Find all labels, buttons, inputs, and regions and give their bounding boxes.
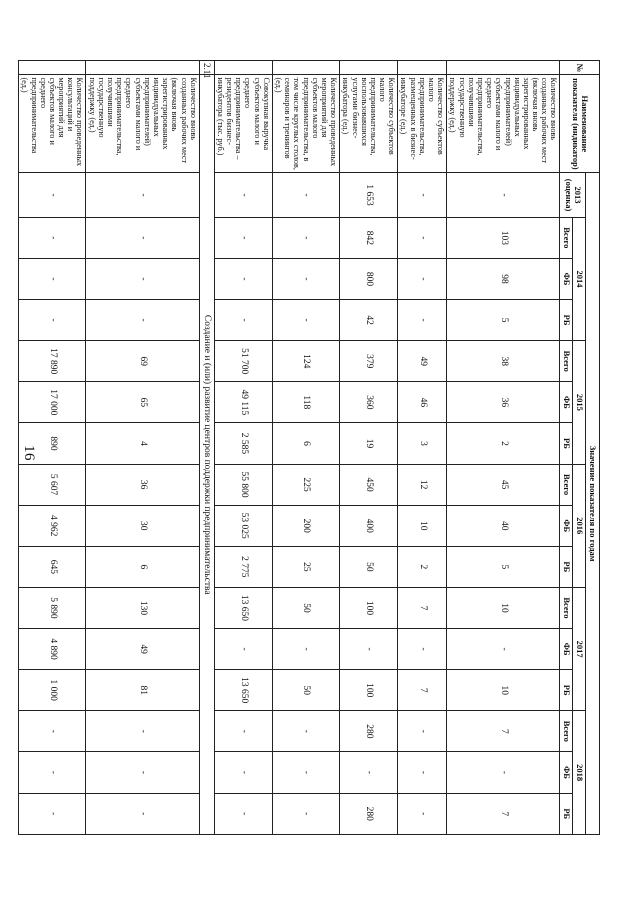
header-row-1 (586, 61, 600, 835)
value-cell: 36 (86, 464, 199, 505)
value-cell: 7 (447, 711, 560, 752)
value-cell: 30 (86, 505, 199, 546)
value-cell: 6 (272, 423, 339, 464)
indicator-name: Количество вновь созданных рабочих мест (включая вновь зарегистрированных индивидуальных предпринимателей) субъектами малого и среднего предпринимательства, получившими государственную поддержку (ед.) (447, 75, 560, 173)
sub-header-rb: РБ (560, 300, 573, 341)
rotated-table-sheet (20, 60, 600, 835)
year-header: 2018 (573, 711, 586, 835)
value-cell: - (398, 258, 447, 299)
value-cell: 36 (447, 382, 560, 423)
sub-header-rb: РБ (560, 793, 573, 834)
value-cell: - (447, 173, 560, 217)
value-cell: - (19, 217, 86, 258)
value-cell: - (398, 752, 447, 793)
value-cell: - (214, 300, 272, 341)
value-cell: 890 (19, 423, 86, 464)
value-cell: 280 (340, 793, 398, 834)
sub-header-fb: ФБ (560, 629, 573, 670)
table-row (272, 61, 339, 835)
value-cell: 50 (272, 670, 339, 711)
value-cell: 51 700 (214, 341, 272, 382)
sub-header-total: Всего (560, 464, 573, 505)
value-cell: 17 000 (19, 382, 86, 423)
value-cell: 65 (86, 382, 199, 423)
indicator-name: Количество вновь созданных рабочих мест (включая вновь зарегистрированных индивидуальных предпринимателей) субъектами малого и среднего предпринимательства, получившими государственную поддержку (ед.) (86, 75, 199, 173)
value-cell: 40 (447, 505, 560, 546)
indicator-name: Количество субъектов малого предпринимательства, воспользовавшихся услугами бизнес-инкубатора (ед.) (340, 75, 398, 173)
value-cell: 842 (340, 217, 398, 258)
value-cell: - (398, 300, 447, 341)
value-cell: 50 (272, 587, 339, 628)
value-cell: - (398, 793, 447, 834)
value-cell: - (86, 752, 199, 793)
value-cell: - (19, 793, 86, 834)
value-cell: 5 607 (19, 464, 86, 505)
value-cell: 130 (86, 587, 199, 628)
value-cell: 55 800 (214, 464, 272, 505)
value-cell: 7 (447, 793, 560, 834)
value-cell: 4 (86, 423, 199, 464)
indicator-name: Количество субъектов малого предпринимательства, размещенных в бизнес-инкубаторе (ед.) (398, 75, 447, 173)
value-cell: 38 (447, 341, 560, 382)
section-row (199, 61, 214, 835)
value-cell: - (272, 629, 339, 670)
value-cell: - (19, 752, 86, 793)
value-cell: - (19, 258, 86, 299)
value-cell: 17 890 (19, 341, 86, 382)
sub-header-rb: РБ (560, 423, 573, 464)
row-number (447, 61, 560, 75)
section-number: 2.11 (199, 61, 214, 75)
value-cell: 1 000 (19, 670, 86, 711)
value-cell: 25 (272, 546, 339, 587)
row-number (340, 61, 398, 75)
sub-header-total: Всего (560, 711, 573, 752)
sub-header-fb: ФБ (560, 505, 573, 546)
value-cell: 42 (340, 300, 398, 341)
value-cell: 800 (340, 258, 398, 299)
value-cell: - (19, 173, 86, 217)
row-number (86, 61, 199, 75)
sub-header-total: Всего (560, 341, 573, 382)
value-cell: 13 650 (214, 587, 272, 628)
value-cell: - (214, 711, 272, 752)
row-number (214, 61, 272, 75)
values-by-year-header: Значение показателя по годам (586, 173, 600, 835)
value-cell: 12 (398, 464, 447, 505)
value-cell: 4 962 (19, 505, 86, 546)
value-cell: 49 115 (214, 382, 272, 423)
value-cell: 100 (340, 587, 398, 628)
section-title: Создание и (или) развитие центров поддержки предпринимательства (199, 75, 214, 835)
value-cell: - (447, 752, 560, 793)
indicator-name: Количество проведенных консультаций и мероприятий для субъектов малого и среднего предпринимательства (ед.) (19, 75, 86, 173)
value-cell: 46 (398, 382, 447, 423)
value-cell: 13 650 (214, 670, 272, 711)
value-cell: - (86, 173, 199, 217)
value-cell: 49 (398, 341, 447, 382)
value-cell: - (214, 752, 272, 793)
table-row (340, 61, 398, 835)
sub-header-total: Всего (560, 217, 573, 258)
indicator-name: Совокупная выручка субъектов малого и среднего предпринимательства – резидентов бизнес-инкубатора (тыс. руб.) (214, 75, 272, 173)
page-number: 16 (21, 445, 37, 461)
value-cell: - (19, 300, 86, 341)
value-cell: 5 890 (19, 587, 86, 628)
value-cell: - (340, 752, 398, 793)
value-cell: - (272, 752, 339, 793)
value-cell: 49 (86, 629, 199, 670)
value-cell: - (86, 711, 199, 752)
value-cell: 280 (340, 711, 398, 752)
value-cell: 379 (340, 341, 398, 382)
table-row (447, 61, 560, 835)
value-cell: 225 (272, 464, 339, 505)
value-cell: - (272, 173, 339, 217)
value-cell: - (272, 217, 339, 258)
value-cell: - (398, 217, 447, 258)
value-cell: - (214, 217, 272, 258)
value-cell: - (398, 711, 447, 752)
value-cell: - (86, 300, 199, 341)
year-header: 2015 (573, 341, 586, 464)
value-cell: - (214, 629, 272, 670)
table-row (19, 61, 86, 835)
value-cell: 5 (447, 546, 560, 587)
sub-header-fb: ФБ (560, 752, 573, 793)
value-cell: 5 (447, 300, 560, 341)
value-cell: 4 890 (19, 629, 86, 670)
value-cell: 45 (447, 464, 560, 505)
value-cell: - (86, 217, 199, 258)
value-cell: 7 (398, 587, 447, 628)
sub-header-rb: РБ (560, 670, 573, 711)
sub-header-fb: ФБ (560, 258, 573, 299)
value-cell: - (214, 258, 272, 299)
value-cell: 19 (340, 423, 398, 464)
indicators-table (18, 60, 600, 835)
value-cell: 200 (272, 505, 339, 546)
value-cell: - (214, 793, 272, 834)
value-cell: 2 775 (214, 546, 272, 587)
value-cell: 124 (272, 341, 339, 382)
value-cell: - (86, 793, 199, 834)
row-number (19, 61, 86, 75)
value-cell: 69 (86, 341, 199, 382)
header-row-2 (573, 61, 586, 835)
value-cell: 53 025 (214, 505, 272, 546)
value-cell: 50 (340, 546, 398, 587)
row-number (398, 61, 447, 75)
value-cell: 103 (447, 217, 560, 258)
year-header: 2014 (573, 217, 586, 340)
value-cell: - (447, 629, 560, 670)
value-cell: 400 (340, 505, 398, 546)
value-cell: 3 (398, 423, 447, 464)
year-2013-header: 2013 (оценка) (560, 173, 586, 217)
table-row (86, 61, 199, 835)
sub-header-total: Всего (560, 587, 573, 628)
value-cell: 100 (340, 670, 398, 711)
col-number-header: № (560, 61, 600, 75)
value-cell: 118 (272, 382, 339, 423)
sub-header-rb: РБ (560, 546, 573, 587)
value-cell: 2 (398, 546, 447, 587)
value-cell: 10 (447, 670, 560, 711)
value-cell: - (272, 793, 339, 834)
value-cell: - (214, 173, 272, 217)
value-cell: - (272, 300, 339, 341)
value-cell: - (398, 173, 447, 217)
row-number (272, 61, 339, 75)
value-cell: 81 (86, 670, 199, 711)
value-cell: 7 (398, 670, 447, 711)
value-cell: 450 (340, 464, 398, 505)
year-header: 2016 (573, 464, 586, 587)
indicator-name: Количество проведенных мероприятий для субъектов малого предпринимательства, в том числе круглых столов, семинаров и тренингов (ед.) (272, 75, 339, 173)
col-indicator-header: Наименование показателя (индикатор) (560, 75, 600, 173)
table-body (19, 61, 560, 835)
value-cell: 10 (398, 505, 447, 546)
value-cell: 6 (86, 546, 199, 587)
value-cell: 2 585 (214, 423, 272, 464)
value-cell: - (340, 629, 398, 670)
value-cell: - (19, 711, 86, 752)
value-cell: - (398, 629, 447, 670)
table-row (398, 61, 447, 835)
value-cell: - (272, 711, 339, 752)
value-cell: - (272, 258, 339, 299)
value-cell: - (86, 258, 199, 299)
sub-header-fb: ФБ (560, 382, 573, 423)
value-cell: 2 (447, 423, 560, 464)
value-cell: 98 (447, 258, 560, 299)
value-cell: 1 653 (340, 173, 398, 217)
value-cell: 360 (340, 382, 398, 423)
value-cell: 645 (19, 546, 86, 587)
year-header: 2017 (573, 587, 586, 710)
value-cell: 10 (447, 587, 560, 628)
table-row (214, 61, 272, 835)
